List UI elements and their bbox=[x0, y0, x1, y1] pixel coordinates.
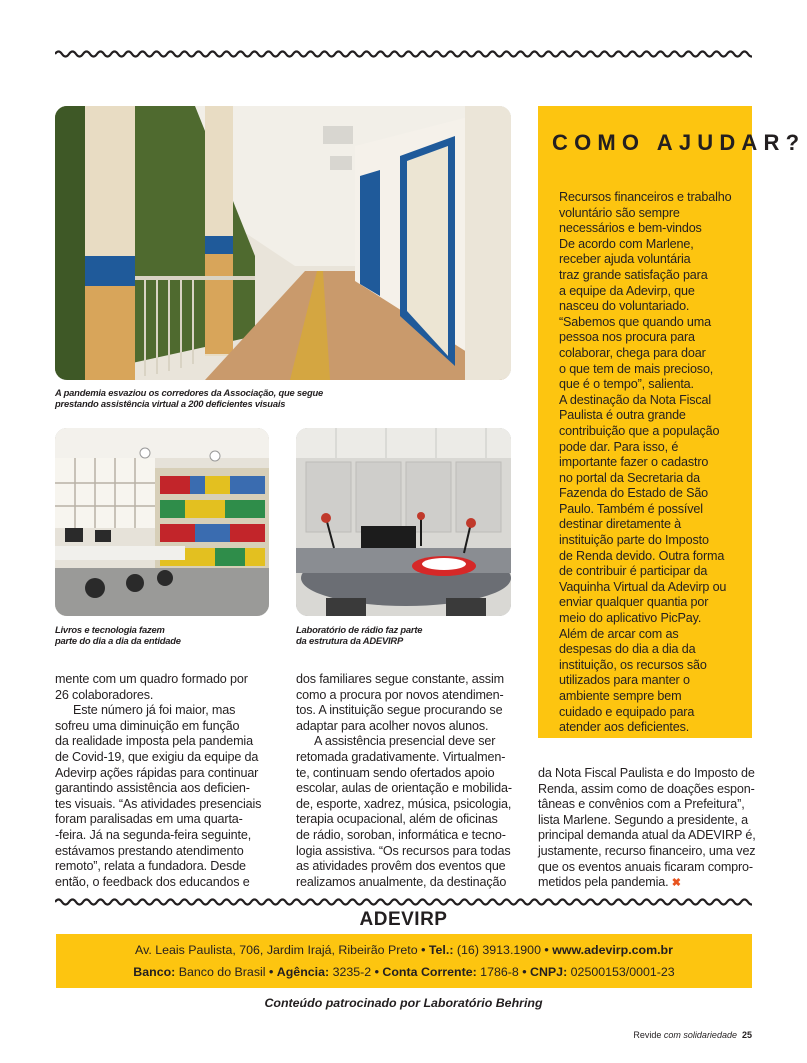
article-column-3 bbox=[538, 766, 760, 892]
cnpj-label: CNPJ: bbox=[530, 965, 568, 979]
radio-lab-caption-line-2: da estrutura da ADEVIRP bbox=[296, 635, 404, 646]
how-to-help-line: que é o tempo”, salienta. bbox=[559, 377, 694, 392]
page-number: 25 bbox=[741, 1030, 752, 1040]
bottom-wave-divider bbox=[55, 896, 752, 908]
article-line: lista Marlene. Segundo a presidente, a bbox=[538, 812, 748, 827]
article-line: da realidade imposta pela pandemia bbox=[55, 734, 253, 749]
sponsor-note: Conteúdo patrocinado por Laboratório Behring bbox=[264, 996, 543, 1010]
article-line: foram paralisadas em uma quarta- bbox=[55, 812, 243, 827]
organization-name: ADEVIRP bbox=[359, 909, 448, 930]
article-line: tes visuais. “As atividades presenciais bbox=[55, 796, 262, 811]
radio-lab-caption-line-1: Laboratório de rádio faz parte bbox=[296, 624, 423, 635]
article-line: te, continuam sendo ofertados apoio bbox=[296, 765, 495, 780]
article-line: -feira. Já na segunda-feira seguinte, bbox=[55, 827, 252, 842]
how-to-help-line: utilizados para manter o bbox=[559, 673, 690, 688]
article-line: de Covid-19, que exigiu da equipe da bbox=[55, 749, 259, 764]
magazine-name: Revide bbox=[633, 1030, 662, 1040]
article-line: estávamos prestando atendimento bbox=[55, 843, 244, 858]
library-photo bbox=[55, 428, 269, 616]
article-line: Este número já foi maior, mas bbox=[73, 703, 236, 718]
how-to-help-line: Recursos financeiros e trabalho bbox=[559, 190, 732, 204]
website-link[interactable]: www.adevirp.com.br bbox=[552, 943, 673, 957]
article-line: que os eventos anuais ficaram compro- bbox=[538, 859, 753, 874]
how-to-help-line: receber ajuda voluntária bbox=[559, 252, 691, 267]
separator: • bbox=[268, 965, 274, 979]
how-to-help-line: cuidado e equipado para bbox=[559, 704, 695, 719]
how-to-help-line: De acordo com Marlene, bbox=[559, 236, 694, 251]
article-column-1 bbox=[55, 672, 275, 890]
bank-value: Banco do Brasil bbox=[178, 965, 266, 979]
how-to-help-line: traz grande satisfação para bbox=[559, 267, 708, 282]
how-to-help-line: pode dar. Para isso, é bbox=[559, 439, 679, 454]
article-line: logia assistiva. “Os recursos para todas bbox=[296, 843, 511, 858]
how-to-help-line: Além de arcar com as bbox=[559, 626, 679, 641]
how-to-help-line: necessários e bem-vindos bbox=[559, 221, 702, 236]
page-footer bbox=[633, 1030, 752, 1040]
article-line: sofreu uma diminuição em função bbox=[55, 718, 240, 733]
separator: • bbox=[374, 965, 379, 979]
account-value: 1786-8 bbox=[480, 965, 519, 979]
how-to-help-line: Vaquinha Virtual da Adevirp ou bbox=[559, 579, 727, 594]
bank-label: Banco: bbox=[133, 965, 176, 979]
radio-lab-photo bbox=[296, 428, 511, 616]
library-caption-line-2: parte do dia a dia da entidade bbox=[55, 635, 181, 646]
article-line: tos. A instituição segue procurando se bbox=[296, 703, 503, 718]
corridor-caption bbox=[55, 387, 515, 409]
how-to-help-line: importante fazer o cadastro bbox=[559, 455, 709, 470]
article-line: de rádio, soroban, informática e tecno- bbox=[296, 827, 506, 842]
corridor-caption-line-2: prestando assistência virtual a 200 deficientes visuais bbox=[55, 398, 286, 409]
how-to-help-line: Fazenda do Estado de São bbox=[559, 486, 709, 501]
how-to-help-line: no portal da Secretaria da bbox=[559, 470, 701, 485]
contact-line-address bbox=[56, 943, 752, 957]
how-to-help-line: ambiente sempre bem bbox=[559, 689, 682, 703]
how-to-help-line: o que tem de mais precioso, bbox=[559, 361, 714, 376]
corridor-photo bbox=[55, 106, 511, 380]
how-to-help-box bbox=[538, 106, 806, 738]
article-line: tâneas e convênios com a Prefeitura”, bbox=[538, 797, 745, 812]
how-to-help-line: A destinação da Nota Fiscal bbox=[559, 392, 712, 407]
how-to-help-line: pessoa nos procura para bbox=[559, 330, 695, 345]
article-line: da Nota Fiscal Paulista e do Imposto de bbox=[538, 766, 755, 780]
how-to-help-line: destinar diretamente à bbox=[559, 517, 682, 532]
article-line: adaptar para acolher novos alunos. bbox=[296, 718, 489, 733]
how-to-help-line: instituição, os recursos são bbox=[559, 657, 707, 672]
separator: • bbox=[544, 943, 549, 957]
article-line: as atividades provêm dos eventos que bbox=[296, 859, 506, 874]
tel-value: (16) 3913.1900 bbox=[456, 943, 541, 957]
how-to-help-line: Paulo. Também é possível bbox=[559, 501, 703, 516]
how-to-help-title: COMO AJUDAR? bbox=[552, 130, 806, 155]
how-to-help-line: “Sabemos que quando uma bbox=[559, 314, 711, 329]
article-line: então, o feedback dos educandos e bbox=[55, 874, 250, 889]
how-to-help-line: atender aos deficientes. bbox=[559, 720, 690, 735]
separator: • bbox=[522, 965, 527, 979]
article-line: Renda, assim como de doações espon- bbox=[538, 781, 755, 796]
article-line: A assistência presencial deve ser bbox=[314, 734, 496, 749]
article-last-line: metidos pela pandemia. bbox=[538, 875, 669, 890]
top-wave-divider bbox=[55, 48, 752, 60]
separator: • bbox=[421, 943, 426, 957]
article-line: Adevirp ações rápidas para continuar bbox=[55, 765, 259, 780]
end-of-article-icon: ✖ bbox=[671, 877, 681, 890]
article-line: realizamos anualmente, da destinação bbox=[296, 874, 507, 889]
article-line: como a procura por novos atendimen- bbox=[296, 687, 504, 702]
how-to-help-line: Paulista é outra grande bbox=[559, 408, 686, 423]
article-line: mente com um quadro formado por bbox=[55, 672, 248, 686]
contact-info-bar bbox=[56, 934, 752, 988]
how-to-help-line: a equipe da Adevirp, que bbox=[559, 283, 695, 298]
how-to-help-line: contribuição que a população bbox=[559, 423, 720, 438]
how-to-help-line: de Renda devido. Outra forma bbox=[559, 548, 725, 563]
how-to-help-line: despesas do dia a dia da bbox=[559, 642, 696, 657]
radio-lab-caption bbox=[296, 624, 516, 646]
article-line: dos familiares segue constante, assim bbox=[296, 672, 504, 686]
agency-label: Agência: bbox=[276, 965, 330, 979]
library-caption-line-1: Livros e tecnologia fazem bbox=[55, 624, 165, 635]
how-to-help-line: de contribuir é participar da bbox=[559, 564, 708, 579]
contact-line-bank bbox=[56, 965, 752, 979]
article-line: terapia ocupacional, além de oficinas bbox=[296, 812, 498, 827]
address: Av. Leais Paulista, 706, Jardim Irajá, Ribeirão Preto bbox=[135, 943, 418, 957]
article-line: justamente, recurso financeiro, uma vez bbox=[538, 843, 756, 858]
corridor-caption-line-1: A pandemia esvaziou os corredores da Associação, que segue bbox=[55, 387, 324, 398]
how-to-help-line: voluntário são sempre bbox=[559, 205, 680, 220]
how-to-help-line: meio do aplicativo PicPay. bbox=[559, 611, 702, 626]
how-to-help-line: colaborar, chega para doar bbox=[559, 345, 706, 360]
section-name: com solidariedade bbox=[663, 1030, 737, 1040]
how-to-help-text bbox=[559, 190, 743, 736]
article-line: 26 colaboradores. bbox=[55, 687, 154, 702]
article-line: remoto”, relata a fundadora. Desde bbox=[55, 859, 246, 874]
agency-value: 3235-2 bbox=[332, 965, 372, 979]
how-to-help-line: enviar qualquer quantia por bbox=[559, 595, 709, 610]
cnpj-value: 02500153/0001-23 bbox=[570, 965, 675, 979]
account-label: Conta Corrente: bbox=[382, 965, 477, 979]
article-line: de, esporte, xadrez, música, psicologia, bbox=[296, 796, 512, 811]
article-column-2 bbox=[296, 672, 518, 890]
article-line: garantindo assistência aos deficien- bbox=[55, 781, 250, 796]
how-to-help-line: nasceu do voluntariado. bbox=[559, 299, 690, 314]
how-to-help-line: instituição parte do Imposto bbox=[559, 533, 709, 548]
article-line: retomada gradativamente. Virtualmen- bbox=[296, 749, 506, 764]
article-line: escolar, aulas de orientação e mobilida- bbox=[296, 781, 512, 796]
tel-label: Tel.: bbox=[428, 943, 454, 957]
library-caption bbox=[55, 624, 275, 646]
article-line: principal demanda atual da ADEVIRP é, bbox=[538, 828, 756, 843]
article-line bbox=[538, 875, 760, 892]
